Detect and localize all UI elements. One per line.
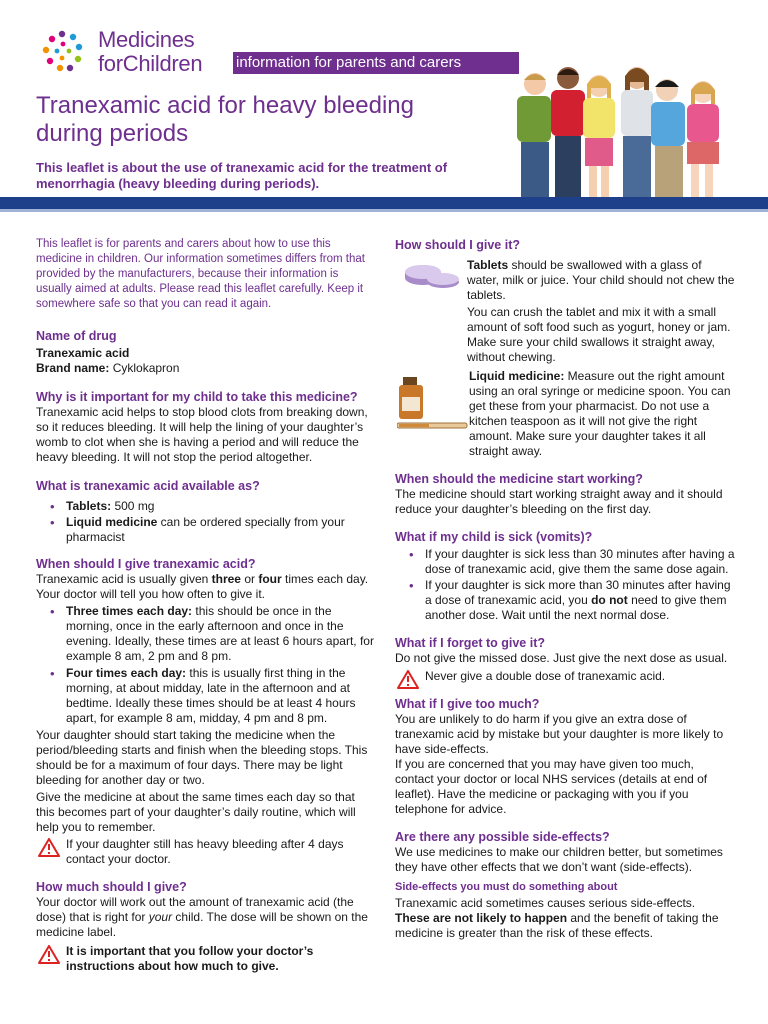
logo-text <box>98 28 202 76</box>
title-line-1: Tranexamic acid for heavy bleeding <box>36 92 414 119</box>
title-line-2: during periods <box>36 120 189 147</box>
not-likely-desc: and the benefit of taking the medicine is greater than the risk of these effects. <box>395 911 719 940</box>
when-four: four <box>258 572 282 586</box>
liquid-label: Liquid medicine: <box>469 369 565 383</box>
much-text-b: child. The dose will be shown on the medicine label. <box>36 910 368 939</box>
sick-heading: What if my child is sick (vomits)? <box>395 530 593 544</box>
liquid-value: can be ordered specially from your pharmacist <box>66 515 345 544</box>
logo <box>38 26 98 78</box>
header-band-light <box>0 209 768 212</box>
brand-name <box>36 361 376 376</box>
when-text <box>36 572 376 602</box>
why-heading: Why is it important for my child to take this medicine? <box>36 390 358 404</box>
warning-note <box>395 669 735 684</box>
liquid-text <box>469 369 735 459</box>
available-heading: What is tranexamic acid available as? <box>36 479 260 493</box>
lead-paragraph: This leaflet is for parents and carers about how to use this medicine in children. Our information sometimes differs from that provided by the manufacturers, because their information is usually aimed at adults. Please read this leaflet carefully. Keep it somewhere safe so that you can read it again. <box>36 238 365 310</box>
much-heading: How much should I give? <box>36 880 187 894</box>
liquid-desc: Measure out the right amount using an oral syringe or medicine spoon. You can get these from your pharmacist. Do not use a kitchen teaspoon as it will not give the right amount. Make sure your daughter takes it all straight away. <box>469 369 731 458</box>
sick-list <box>395 547 735 623</box>
warning-note <box>36 837 376 867</box>
start-text: Your daughter should start taking the medicine when the period/bleeding starts and finish when the bleeding stops. This should be for a maximum of four days. There may be light bleeding for another day or two. <box>36 728 368 787</box>
list-item <box>36 515 376 545</box>
toomuch-heading: What if I give too much? <box>395 697 540 711</box>
drug-name: Tranexamic acid <box>36 346 130 360</box>
liquid-block <box>395 369 735 459</box>
tagline: information for parents and carers <box>233 52 519 74</box>
tablets-desc: should be swallowed with a glass of water, milk or juice. Your child should not chew the tablets. <box>467 258 735 302</box>
routine-text: Give the medicine at about the same times each day so that this becomes part of your daughter’s daily routine, which will help you to remember. <box>36 790 356 834</box>
when-three: three <box>211 572 241 586</box>
much-your: your <box>148 910 173 924</box>
list-item <box>36 499 376 514</box>
serious-text: Tranexamic acid sometimes causes serious side-effects. <box>395 896 696 910</box>
header-band <box>0 197 768 209</box>
intro-summary: This leaflet is about the use of tranexamic acid for the treatment of menorrhagia (heavy bleeding during periods). <box>36 160 448 191</box>
three-text: this should be once in the morning, once in the early afternoon and once in the evening. Ideally, these times are at least 6 hours apart, for example 8 am, 2 pm and 8 pm. <box>66 604 374 663</box>
toomuch-text-2: If you are concerned that you may have given too much, contact your doctor or local NHS services (details at end of leaflet). Have the medicine or packaging with you if you telephone for advice. <box>395 757 708 816</box>
right-column <box>395 237 735 941</box>
much-text <box>36 895 376 940</box>
when-text-b: times each day. Your doctor will tell you how often to give it. <box>36 572 369 601</box>
medicine-bottle-icon <box>397 375 469 431</box>
list-item <box>395 578 735 623</box>
schedule-list <box>36 604 376 726</box>
children-photo <box>505 62 745 212</box>
must-heading: Side-effects you must do something about <box>395 881 618 893</box>
warning-text: If your daughter still has heavy bleeding after 4 days contact your doctor. <box>66 837 344 866</box>
name-heading: Name of drug <box>36 329 117 343</box>
not-likely-text <box>395 911 735 941</box>
logo-burst-icon <box>38 26 94 78</box>
sick2-b: need to give them another dose. Wait until the next normal dose. <box>425 593 727 622</box>
page-title <box>36 92 476 148</box>
working-text: The medicine should start working straight away and it should reduce your daughter’s bleeding on the first day. <box>395 487 723 516</box>
four-label: Four times each day: <box>66 666 187 680</box>
list-item: • If your daughter is sick less than 30 minutes after having a dose of tranexamic acid, give them the same dose again. <box>395 547 735 577</box>
not-likely-bold: These are not likely to happen <box>395 911 568 925</box>
tablets-icon <box>399 260 463 294</box>
brand-value: Cyklokapron <box>109 361 180 375</box>
available-list <box>36 499 376 545</box>
liquid-label: Liquid medicine <box>66 515 158 529</box>
logo-line-2: forChildren <box>98 51 203 76</box>
logo-line-1: Medicines <box>98 27 195 52</box>
much-text-a: Your doctor will work out the amount of tranexamic acid (the dose) that is right for <box>36 895 354 924</box>
sick2-bold: do not <box>591 593 628 607</box>
warning-text: Never give a double dose of tranexamic acid. <box>425 669 666 683</box>
warning-icon <box>38 945 60 964</box>
brand-label: Brand name: <box>36 361 110 375</box>
tablets-block <box>395 258 735 365</box>
why-text: Tranexamic acid helps to stop blood clots from breaking down, so it reduces bleeding. It will help the lining of your daughter’s womb to clot when she is having a period and will reduce the heavy bleeding. It will not stop the period altogether. <box>36 405 368 464</box>
forget-heading: What if I forget to give it? <box>395 636 545 650</box>
tablets-label: Tablets <box>467 258 509 272</box>
list-item <box>36 666 376 726</box>
toomuch-text-1: You are unlikely to do harm if you give an extra dose of tranexamic acid by mistake but your daughter is more likely to have side-effects. <box>395 712 724 756</box>
crush-text: You can crush the tablet and mix it with a small amount of soft food such as yogurt, honey or jam. Make sure your child swallows it straight away, without chewing. <box>467 305 731 364</box>
warning-icon <box>38 838 60 857</box>
warning-note <box>36 944 376 974</box>
when-heading: When should I give tranexamic acid? <box>36 557 256 571</box>
sick2-a: If your daughter is sick more than 30 minutes after having a dose of tranexamic acid, you <box>425 578 731 607</box>
tablets-label: Tablets: <box>66 499 112 513</box>
side-heading: Are there any possible side-effects? <box>395 830 610 844</box>
when-text-a: Tranexamic acid is usually given <box>36 572 212 586</box>
four-text: this is usually first thing in the morning, at about midday, late in the afternoon and at bedtime. Ideally these times should be at least 4 hours apart, for example 8 am, midday, 4 pm and 8 pm. <box>66 666 356 725</box>
how-heading: How should I give it? <box>395 238 520 252</box>
tablets-text <box>467 258 735 303</box>
warning-text: It is important that you follow your doctor’s instructions about how much to give. <box>66 944 314 973</box>
side-text: We use medicines to make our children better, but sometimes they have other effects that we don’t want (side-effects). <box>395 845 723 874</box>
tablets-value: 500 mg <box>111 499 155 513</box>
working-heading: When should the medicine start working? <box>395 472 643 486</box>
forget-text: Do not give the missed dose. Just give the next dose as usual. <box>395 651 728 665</box>
left-column <box>36 237 376 974</box>
three-label: Three times each day: <box>66 604 193 618</box>
when-or: or <box>240 572 259 586</box>
warning-icon <box>397 670 419 689</box>
list-item <box>36 604 376 664</box>
